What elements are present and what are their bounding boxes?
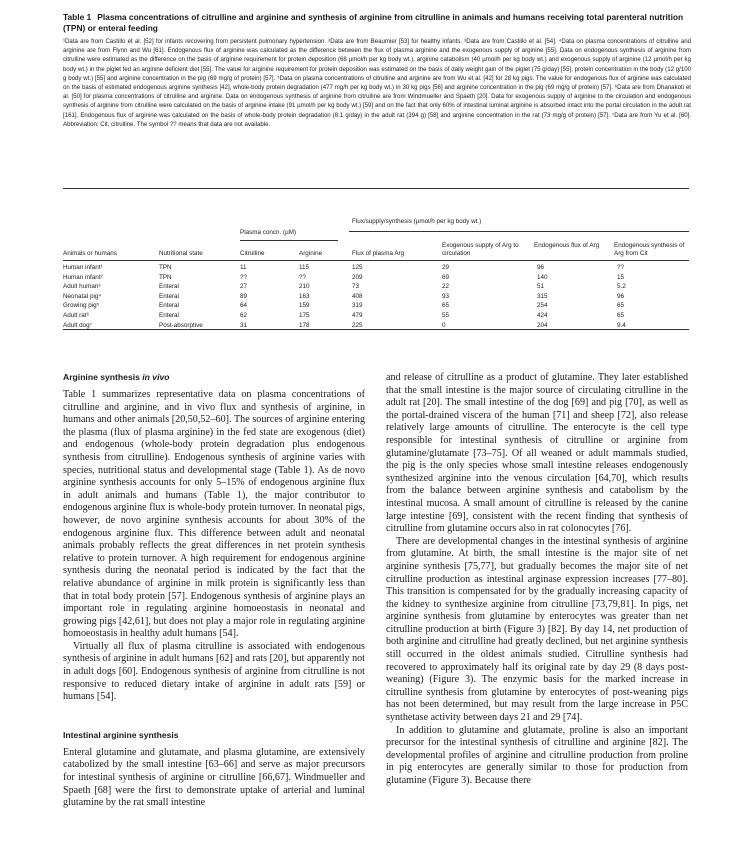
left-column: [63, 372, 365, 810]
right-column: [386, 372, 688, 788]
table-cell-arginine: 163: [299, 292, 310, 300]
table-cell-nutritional-state: TPN: [159, 264, 172, 271]
table-cell-nutritional-state: Post-absorptive: [159, 321, 203, 329]
table-cell-endogenous-synthesis: 5.2: [617, 283, 626, 291]
table-cell-arginine: 210: [299, 283, 310, 291]
table-cell-nutritional-state: Enteral: [159, 283, 179, 291]
table-cell-arginine: 175: [299, 312, 310, 319]
col-header-arginine: Arginine: [299, 250, 323, 257]
table-cell-endogenous-flux: 424: [537, 312, 548, 319]
section-heading-arginine-synthesis: Arginine synthesis in vivo: [63, 372, 170, 382]
table-footnote: ¹Data are from Castillo et al. [52] for infants recovering from persistent pulmonary hypertension. ²Data are from Beaumier [53] for healthy infants. ³Data are from Castillo et al. [54]. ⁴Data on plasma concentrations of citrulline and arginine are from Flynn and Wu [61]. Endogenous flux of arginine was calculated as the difference between the flux of plasma arginine and the exogenous supply of arginine [55]. Data on endogenous synthesis of arginine from citrulline were estimated as the difference on the basis of arginine requirement for protein deposition (68 µmol/h per kg body wt.), arginine catabolism (40 µmol/h per kg body wt.) and exogenous supply of arginine (12 µmol/h per kg body wt.) in the piglet fed an arginine deficient diet [55]. The value for arginine requirement for protein deposition was estimated on the basis of daily weight gain of the piglet (75 g/day) [55], protein concentration in the body (12 g/100 g body wt.) [55] and arginine concentration in the pig (69 mg/g of protein) [57]. ⁵Data on plasma concentrations of citrulline and arginine are from Wu et al. [42] for 28 kg pigs. The value for endogenous flux of arginine was calculated on the basis of estimated endogenous arginine synthesis [42], whole-body protein degradation (477 mg/h per kg body wt.) in 30 kg pigs [56] and arginine concentration in the pig (69 mg/g of protein) [57]. ⁶Data are from Dhanakoti et al. [50] for plasma concentrations of citrulline and arginine. Data on endogenous synthesis of arginine from citrulline are from Windmueller and Spaeth [20]. Data for exogenous supply of arginine to the circulation and endogenous synthesis of arginine from citrulline were calculated on the basis of arginine intake (91 µmol/h per kg body wt.) [59] and on the fact that only 60% of intestinal luminal arginine is absorbed intact into the portal circulation in the adult rat [161]. Endogenous flux of arginine was calculated on the basis of whole-body protein degradation (8.1 g/day) in the adult rat (394 g) [58] and arginine concentration in the rat (73 mg/g of protein) [57]. ⁷Data are from Yu et al. [60]. Abbreviation: Cit, citrulline. The symbol ?? means that data are not available.: [63, 38, 691, 128]
table-cell-endogenous-flux: 51: [537, 283, 545, 291]
table-cell-animal: Adult rat⁶: [63, 312, 90, 319]
group-header-rule: [349, 231, 689, 232]
table-cell-nutritional-state: TPN: [159, 273, 172, 281]
paragraph: Virtually all flux of plasma citrulline is associated with endogenous synthesis of arginine in adult humans [62] and rats [20], but apparently not in adult dogs [60]. Endogenous synthesis of arginine from citrulline is not responsive to reduced dietary intake of arginine in adult rats [59] or humans [54].: [63, 640, 365, 703]
table-cell-endogenous-synthesis: 15: [617, 273, 625, 281]
table-cell-endogenous-synthesis: ??: [617, 264, 625, 271]
table-cell-flux-plasma-arg: 73: [352, 283, 360, 291]
table-cell-exogenous-supply: 69: [442, 273, 450, 281]
table-cell-flux-plasma-arg: 479: [352, 312, 363, 319]
paragraph: There are developmental changes in the intestinal synthesis of arginine from glutamine. At birth, the small intestine is the major site of net arginine synthesis [75,77], but gradually becomes the major site of net citrulline production as intestinal arginase expression increases [77–80]. This transition is compensated for by the gradually increasing capacity of the kidney to synthesize arginine from citrulline [73,79,81]. In pigs, net arginine synthesis from glutamine by enterocytes was greater than net citrulline production at birth (Figure 3) [82]. By day 14, net production of both arginine and citrulline had greatly declined, but net arginine synthesis still occurred in the oldest animals studied. Citrulline synthesis had recovered to approximately half its original rate by day 29 (8 days post-weaning) (Figure 3). The enzymic basis for the marked increase in citrulline synthesis from glutamine by enterocytes of post-weaning pigs has not been determined, but may result from the large increase in P5C synthetase activity between days 21 and 29 [74].: [386, 535, 688, 724]
paragraph: Table 1 summarizes representative data on plasma concentrations of citrulline and arginine, and in vivo flux and synthesis of arginine, in humans and other animals [20,50,52–60]. The sources of arginine entering the plasma (flux of plasma arginine) in the fed state are exogenous (diet) and endogenous (whole-body protein degradation plus endogenous synthesis from citrulline). Endogenous synthesis of arginine varies with species, nutritional status and developmental stage (Table 1). As de novo arginine synthesis accounts for only 5–15% of endogenous arginine flux in adult animals and humans (Table 1), the major contributor to endogenous arginine flux is whole-body protein turnover. In neonatal pigs, however, de novo arginine synthesis accounts for about 30% of the endogenous arginine flux. This difference between adult and neonatal animals probably reflects the great differences in net protein synthesis relative to protein turnover. A high requirement for endogenous arginine synthesis during the neonatal period is indicated by the fact that the relative abundance of arginine in milk protein is significantly less than that in total body protein [57]. Endogenous synthesis of arginine plays an important role in regulating arginine homoeostasis in neonatal and growing pigs [42,61], but does not play a major role in regulating arginine homoeostasis in healthy adult humans [54].: [63, 389, 365, 640]
col-header-endogenous-synthesis: Endogenous synthesis of Arg from Cit: [614, 242, 685, 257]
table-cell-animal: Adult human³: [63, 283, 101, 291]
plasma-group-header: Plasma concn. (µM): [240, 229, 297, 236]
paragraph: and release of citrulline as a product of glutamine. They later established that the small intestine is the major source of circulating citrulline in the adult rat [20]. The small intestine of the dog [69] and pig [70], as well as the portal-drained viscera of the human [71] and sheep [72], also release relatively large amounts of citrulline. The enterocyte is the cell type responsible for intestinal synthesis of citrulline or arginine from glutamine/glutamate [73–75]. Of all weaned or adult mammals studied, the pig is the only species whose small intestine releases endogenously synthesized arginine into the venous circulation [64,70], which results from the balance between arginine synthesis and catabolism by the intestinal mucosa. A small amount of citrulline is released by the canine large intestine [69], consistent with the recent finding that synthesis of citrulline from glutamine occurs also in rat colonocytes [76].: [386, 372, 688, 535]
table-cell-endogenous-synthesis: 65: [617, 312, 625, 319]
table-cell-endogenous-synthesis: 65: [617, 302, 625, 310]
table-cell-nutritional-state: Enteral: [159, 292, 179, 300]
table-cell-endogenous-flux: 204: [537, 321, 548, 329]
table-cell-animal: Adult dog⁷: [63, 321, 92, 329]
table-bottom-rule: [63, 329, 689, 330]
table-cell-citrulline: 62: [240, 312, 248, 319]
table-cell-endogenous-synthesis: 96: [617, 292, 625, 300]
table-cell-exogenous-supply: 0: [442, 321, 446, 329]
table-cell-exogenous-supply: 29: [442, 264, 450, 271]
col-header-animals: Animals or humans: [63, 250, 117, 257]
table-cell-animal: Human infant²: [63, 273, 103, 281]
table-cell-arginine: 178: [299, 321, 310, 329]
table-cell-nutritional-state: Enteral: [159, 302, 179, 310]
table-top-rule: [63, 188, 689, 189]
table-cell-citrulline: 31: [240, 321, 248, 329]
table-cell-flux-plasma-arg: 209: [352, 273, 363, 281]
table-cell-nutritional-state: Enteral: [159, 312, 179, 319]
table-cell-flux-plasma-arg: 408: [352, 292, 363, 300]
table-cell-animal: Neonatal pig⁴: [63, 292, 102, 300]
table-cell-citrulline: 64: [240, 302, 248, 310]
col-header-citrulline: Citrulline: [240, 250, 265, 257]
table-title: [63, 12, 703, 34]
table-cell-endogenous-flux: 140: [537, 273, 548, 281]
table-cell-citrulline: ??: [240, 273, 248, 281]
col-header-exogenous-supply: Exogenous supply of Arg to circulation: [442, 242, 519, 257]
table-cell-arginine: ??: [299, 273, 307, 281]
table-cell-endogenous-flux: 315: [537, 292, 548, 300]
table-cell-exogenous-supply: 55: [442, 312, 450, 319]
paragraph: Enteral glutamine and glutamate, and plasma glutamine, are extensively catabolized by the small intestine [63–66] and serve as major precursors for intestinal synthesis of arginine or citrulline [66,67]. Windmueller and Spaeth [68] were the first to demonstrate uptake of arterial and luminal glutamine by the rat small intestine: [63, 746, 365, 809]
table-cell-flux-plasma-arg: 319: [352, 302, 363, 310]
col-header-endogenous-flux: Endogenous flux of Arg: [534, 242, 600, 249]
table-cell-citrulline: 27: [240, 283, 248, 291]
table-cell-animal: Growing pig⁵: [63, 302, 100, 310]
table-cell-citrulline: 89: [240, 292, 248, 300]
table-caption: Plasma concentrations of citrulline and arginine and synthesis of arginine from citrulline in animals and humans receiving total parenteral nutrition (TPN) or enteral feeding: [63, 12, 684, 33]
section-heading-intestinal: Intestinal arginine synthesis: [63, 729, 179, 740]
column-header-rule: [63, 260, 689, 261]
col-header-flux-plasma-arg: Flux of plasma Arg: [352, 250, 405, 257]
col-header-nutritional-state: Nutritional state: [159, 250, 203, 257]
plasma-header-rule: [240, 240, 338, 241]
table-cell-exogenous-supply: 93: [442, 292, 450, 300]
table-cell-arginine: 115: [299, 264, 310, 271]
table-cell-flux-plasma-arg: 125: [352, 264, 363, 271]
table-cell-endogenous-flux: 96: [537, 264, 545, 271]
table-cell-endogenous-synthesis: 9.4: [617, 321, 626, 329]
table-cell-endogenous-flux: 254: [537, 302, 548, 310]
table-cell-arginine: 159: [299, 302, 310, 310]
table-cell-exogenous-supply: 65: [442, 302, 450, 310]
table-cell-citrulline: 11: [240, 264, 247, 271]
flux-group-header: Flux/supply/synthesis (µmol/h per kg body wt.): [352, 218, 482, 225]
table-cell-flux-plasma-arg: 225: [352, 321, 363, 329]
paragraph: In addition to glutamine and glutamate, proline is also an important precursor for the intestinal synthesis of citrulline and arginine [82]. The developmental profiles of arginine and citrulline production from proline in pig enterocytes are generally similar to those for production from glutamine (Figure 3). Because there: [386, 724, 688, 786]
table-cell-animal: Human infant¹: [63, 264, 103, 271]
table-cell-exogenous-supply: 22: [442, 283, 450, 291]
table-label: Table 1: [63, 12, 92, 22]
